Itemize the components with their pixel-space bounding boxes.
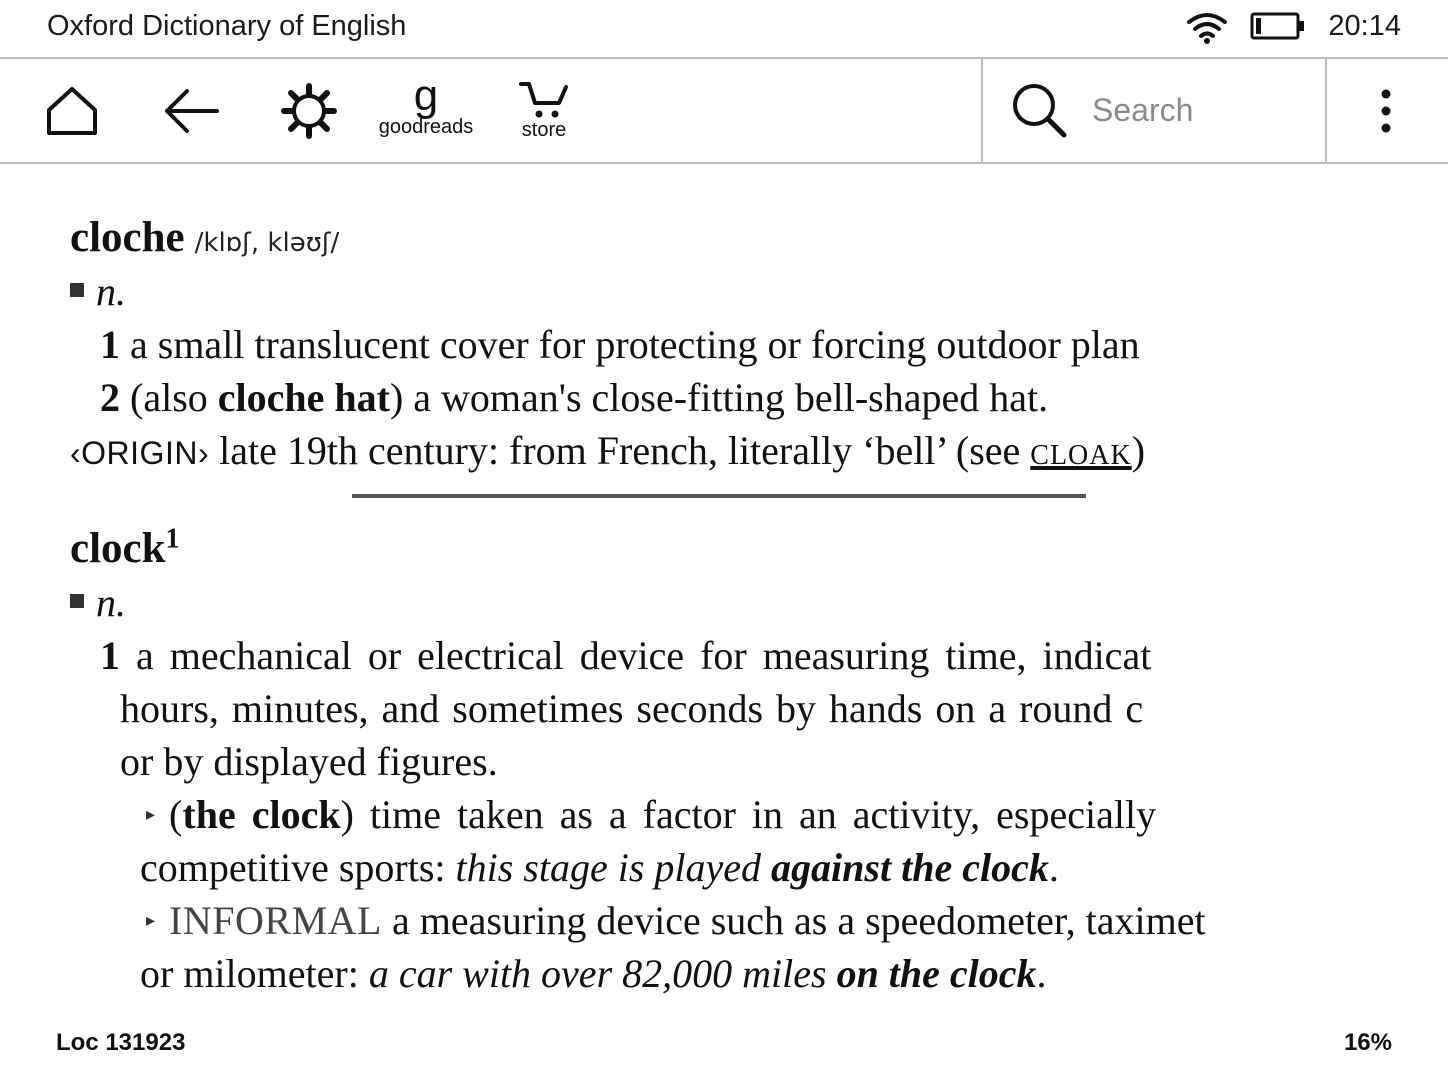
sense-number: 1 [100, 322, 120, 367]
subsense-text: a measuring device such as a speedometer, taximet [381, 898, 1206, 943]
entry-separator [352, 494, 1086, 498]
sense-line [100, 372, 1048, 424]
back-arrow-icon [163, 87, 219, 135]
sense-text: ) a woman's close-fitting bell-shaped hat. [389, 375, 1049, 420]
subsense-line [146, 789, 1156, 848]
settings-button[interactable] [276, 59, 342, 162]
origin-label: ‹ORIGIN› [70, 435, 210, 471]
store-label: store [521, 118, 567, 141]
gear-icon [281, 83, 337, 139]
homograph-number: 1 [165, 523, 180, 555]
subsense-text: . [1036, 951, 1047, 996]
dictionary-content [70, 200, 1318, 1020]
register-label: INFORMAL [169, 898, 382, 943]
example: a car with over 82,000 miles [368, 951, 837, 996]
battery-icon [1250, 11, 1306, 41]
toolbar [0, 59, 1448, 164]
sense-text: hours, minutes, and sometimes seconds by hands on a round c [120, 686, 1144, 731]
headword: clock [70, 525, 166, 572]
home-button[interactable] [40, 59, 104, 162]
subsense-line [146, 895, 1206, 954]
triangle-bullet-icon: ▸ [146, 804, 156, 824]
subsense-text: . [1048, 845, 1059, 890]
pronunciation: /klɒʃ, kləʊʃ/ [194, 228, 340, 258]
sense-line [120, 736, 498, 788]
example: this stage is played [455, 845, 772, 890]
book-title: Oxford Dictionary of English [47, 10, 407, 42]
sense-text: (also [120, 375, 218, 420]
status-bar [0, 0, 1448, 59]
toolbar-divider [981, 59, 983, 162]
cross-reference-link[interactable]: cloak [1030, 428, 1132, 473]
home-icon [46, 86, 98, 136]
square-bullet-icon [70, 594, 84, 608]
variant-form: cloche hat [217, 375, 390, 420]
origin-line [70, 425, 1145, 479]
progress-percent: 16% [1343, 1029, 1392, 1056]
clock-time: 20:14 [1328, 10, 1401, 42]
example-phrase: against the clock [771, 845, 1049, 890]
origin-text: late 19th century: from French, literally ‘bell’ (see [209, 428, 1031, 473]
subsense-text: or milometer: [140, 951, 369, 996]
sense-line [100, 630, 1151, 682]
goodreads-icon: g [413, 70, 439, 120]
search-input[interactable] [1092, 87, 1312, 133]
triangle-bullet-icon: ▸ [146, 910, 156, 930]
goodreads-button[interactable] [370, 59, 482, 162]
example-phrase: on the clock [836, 951, 1037, 996]
subsense-text: ) time taken as a factor in an activity, especially [340, 792, 1157, 837]
part-of-speech-line [70, 577, 126, 629]
subsense-text: ( [169, 792, 183, 837]
entry-headword-line [70, 523, 180, 575]
search-icon[interactable] [1010, 81, 1068, 139]
subsense-line [140, 948, 1047, 1000]
wifi-icon [1185, 10, 1229, 44]
sense-text: a mechanical or electrical device for measuring time, indicat [120, 633, 1152, 678]
sense-text: or by displayed figures. [120, 739, 498, 784]
part-of-speech-line [70, 266, 126, 318]
origin-text: ) [1131, 428, 1146, 473]
store-button[interactable] [505, 59, 583, 162]
origin-label-text: ORIGIN [81, 435, 198, 471]
location-indicator: Loc 131923 [56, 1029, 186, 1056]
subsense-text: competitive sports: [140, 845, 456, 890]
part-of-speech: n. [96, 580, 126, 625]
cart-icon [519, 81, 569, 119]
subsense-line [140, 842, 1059, 894]
toolbar-divider [1325, 59, 1327, 162]
sense-line [100, 319, 1140, 371]
headword: cloche [70, 214, 185, 261]
sense-number: 1 [100, 633, 120, 678]
sense-number: 2 [100, 375, 120, 420]
phrase: the clock [182, 792, 341, 837]
vertical-dots-icon[interactable] [1366, 87, 1406, 135]
back-button[interactable] [158, 59, 224, 162]
entry-headword-line [70, 212, 339, 269]
sense-text: a small translucent cover for protecting or forcing outdoor plan [120, 322, 1140, 367]
square-bullet-icon [70, 283, 84, 297]
part-of-speech: n. [96, 269, 126, 314]
sense-line [120, 683, 1143, 735]
goodreads-label: goodreads [378, 115, 474, 138]
